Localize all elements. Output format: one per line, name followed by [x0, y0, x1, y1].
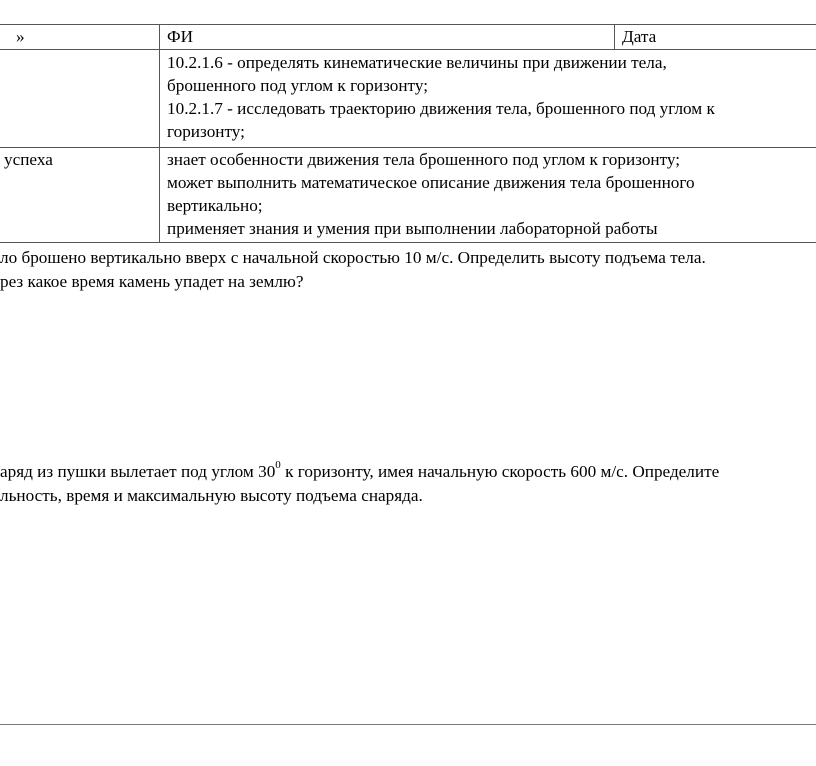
table-objectives-bottom-border	[0, 147, 816, 148]
task-2-line-1-end: к горизонту, имея начальную скорость 600 м/с. Определите	[280, 462, 720, 481]
task-2-line-1-start: аряд из пушки вылетает под углом 30	[0, 462, 276, 481]
table-date-divider	[614, 24, 615, 49]
objective-line-4: горизонту;	[167, 122, 245, 141]
criteria-label: успеха	[4, 150, 53, 169]
objective-line-2: брошенного под углом к горизонту;	[167, 76, 428, 95]
task-1-line-2: рез какое время камень упадет на землю?	[0, 272, 304, 291]
task-2-line-1	[0, 461, 719, 483]
task-1-line-1: ло брошено вертикально вверх с начальной скоростью 10 м/с. Определить высоту подъема тела.	[0, 248, 706, 267]
criteria-line-4: применяет знания и умения при выполнении лабораторной работы	[167, 219, 658, 238]
task-2-line-2: льность, время и максимальную высоту подъема снаряда.	[0, 486, 423, 505]
table-header-bottom-border	[0, 49, 816, 50]
table-column-divider	[159, 24, 160, 242]
date-label: Дата	[622, 27, 657, 46]
criteria-line-2: может выполнить математическое описание движения тела брошенного	[167, 173, 695, 192]
objective-line-3: 10.2.1.7 - исследовать траекторию движения тела, брошенного под углом к	[167, 99, 715, 118]
table-bottom-border	[0, 242, 816, 243]
table-top-border	[0, 24, 816, 25]
criteria-line-1: знает особенности движения тела брошенного под углом к горизонту;	[167, 150, 681, 169]
degree-superscript: 0	[275, 459, 281, 472]
name-label: ФИ	[167, 27, 193, 46]
header-left-cell: »	[16, 27, 25, 46]
objective-line-1: 10.2.1.6 - определять кинематические величины при движении тела,	[167, 53, 667, 72]
criteria-line-3: вертикально;	[167, 196, 263, 215]
bottom-rule	[0, 724, 816, 725]
